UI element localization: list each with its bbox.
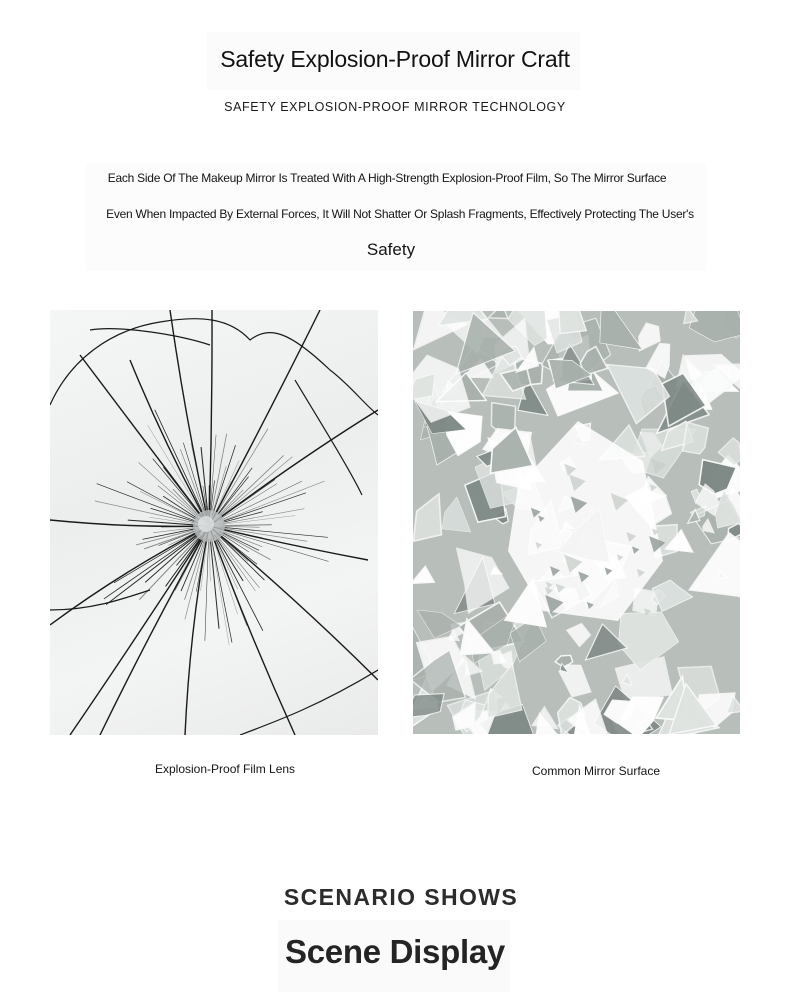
crack-line [50,526,209,625]
glass-shard [413,694,444,718]
caption-explosion-proof: Explosion-Proof Film Lens [155,762,296,776]
section-eyebrow: SCENARIO SHOWS [283,884,519,910]
crack-spike [209,541,210,581]
crack-line [70,526,209,735]
explosion-proof-film-photo [50,310,378,735]
cracked-glass-illustration [50,310,378,735]
glass-shard [618,612,678,670]
description-line: Each Side Of The Makeup Mirror Is Treated With A High-Strength Explosion-Proof Film, So The Mirror Surface [107,171,667,185]
page-subtitle: SAFETY EXPLOSION-PROOF MIRROR TECHNOLOGY [224,100,566,114]
glass-shard [689,311,740,342]
crack-spike [173,489,199,516]
glass-shard [442,497,471,532]
glass-shard [683,422,709,454]
crack-spike [223,525,272,526]
crack-spike [140,491,196,519]
common-mirror-photo [413,311,740,734]
crack-ring [50,319,378,415]
crack-spike [222,526,259,527]
crack-spike [95,501,195,523]
glass-shard [559,311,587,334]
glass-shard [652,580,692,611]
caption-common-mirror: Common Mirror Surface [532,764,661,778]
crack-spike [127,482,196,519]
page-title: Safety Explosion-Proof Mirror Craft [220,46,570,72]
crack-ring [50,590,150,610]
crack-spike [114,533,196,582]
crack-spike [216,536,255,590]
shattered-mirror-illustration [413,311,740,734]
crack-line [209,526,295,735]
description-line-emphasis: Safety [366,240,416,259]
crack-ring [90,329,210,345]
glass-shard [532,707,557,729]
crack-line [80,355,209,526]
crack-spike [213,535,237,589]
crack-spike [151,508,198,522]
description-line: Even When Impacted By External Forces, It Will Not Shatter Or Splash Fragments, Effectively Protecting The User's [106,207,694,221]
glass-shard [488,311,508,319]
impact-highlight [198,516,214,532]
glass-shard [718,438,740,466]
glass-shard [413,566,434,583]
glass-shard [639,323,661,351]
crack-spike [148,425,203,515]
glass-shard [567,623,591,647]
section-title: Scene Display [285,933,505,970]
crack-ring [295,380,362,495]
crack-spike [219,529,329,561]
crack-line [209,410,378,526]
glass-shard [600,311,643,350]
glass-shard [414,494,442,541]
crack-ring [240,670,378,735]
